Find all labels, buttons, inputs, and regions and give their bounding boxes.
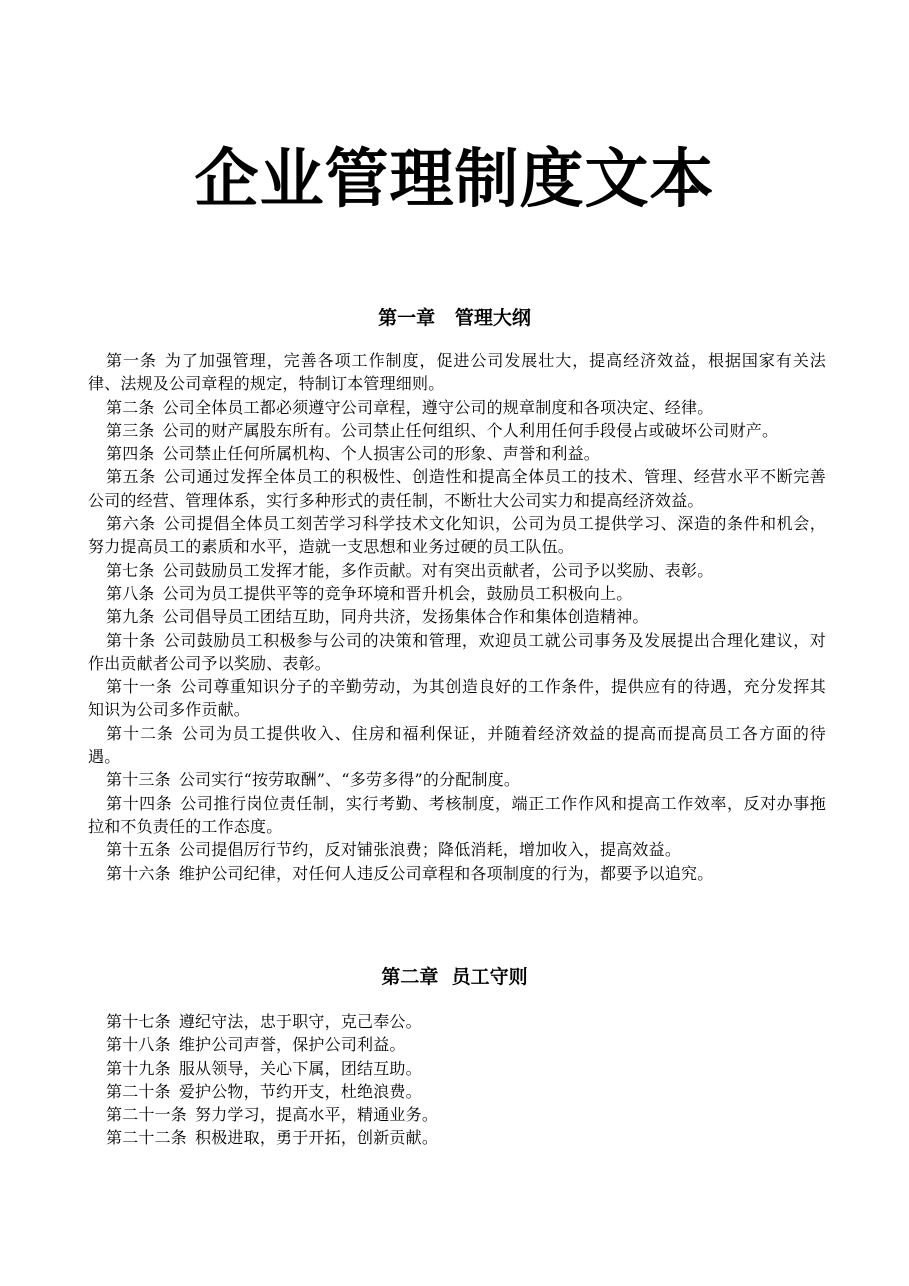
article: [88, 465, 826, 512]
article-text: 积极进取，勇于开拓，创新贡献。: [195, 1128, 439, 1148]
article: [88, 862, 826, 885]
article-text: 公司的财产属股东所有。公司禁止任何组织、个人利用任何手段侵占或破坏公司财产。: [162, 420, 779, 440]
chapter-1-articles: [88, 349, 826, 885]
article: [88, 559, 826, 582]
chapter-heading: 第一章 管理大纲: [378, 307, 531, 329]
article-text: 公司推行岗位责任制，实行考勤、考核制度，端正工作作风和提高工作效率，反对办事拖拉和不负责任的工作态度。: [88, 793, 826, 836]
document-title: 企业管理制度文本: [194, 143, 715, 217]
article: [88, 675, 826, 722]
article-text: 公司实行“按劳取酬”、“多劳多得”的分配制度。: [178, 770, 521, 790]
article: [88, 838, 826, 861]
article-text: 公司全体员工都必须遵守公司章程，遵守公司的规章制度和各项决定、经律。: [162, 397, 714, 417]
article: [88, 349, 826, 396]
article-text: 为了加强管理，完善各项工作制度，促进公司发展壮大，提高经济效益，根据国家有关法律、法规及公司章程的规定，特制订本管理细则。: [88, 351, 826, 394]
article: [88, 419, 826, 442]
article: [88, 605, 826, 628]
article: [88, 442, 826, 465]
article-number: 第二十一条: [106, 1105, 188, 1125]
article-number: 第十七条: [106, 1012, 171, 1031]
article-text: 公司提倡全体员工刻苦学习科学技术文化知识，公司为员工提供学习、深造的条件和机会，努力提高员工的素质和水平，造就一支思想和业务过硬的员工队伍。: [88, 514, 826, 557]
article-number: 第十条: [106, 630, 156, 650]
article-number: 第六条: [106, 514, 156, 534]
article-number: 第十二条: [106, 723, 174, 743]
article: [88, 1103, 826, 1126]
article-number: 第一条: [106, 351, 157, 370]
article-number: 第三条: [106, 420, 155, 440]
article-number: 第十三条: [106, 770, 171, 790]
article-number: 第七条: [106, 560, 155, 580]
article-number: 第二条: [106, 397, 155, 417]
article-text: 努力学习，提高水平，精通业务。: [195, 1105, 439, 1125]
article-text: 公司鼓励员工发挥才能，多作贡献。对有突出贡献者，公司予以奖励、表彰。: [162, 560, 714, 580]
article-text: 维护公司纪律，对任何人违反公司章程和各项制度的行为，都要予以追究。: [178, 863, 714, 883]
chapter-2-articles: [88, 1010, 826, 1150]
article-number: 第十八条: [106, 1035, 171, 1055]
article-text: 维护公司声誉，保护公司利益。: [178, 1035, 406, 1055]
article-text: 公司尊重知识分子的辛勤劳动，为其创造良好的工作条件，提供应有的待遇，充分发挥其知识为公司多作贡献。: [88, 677, 826, 720]
article: [88, 792, 826, 839]
article-number: 第十四条: [106, 793, 173, 813]
article-number: 第十五条: [106, 840, 171, 860]
article-number: 第五条: [106, 467, 156, 487]
article-number: 第九条: [106, 607, 155, 627]
article: [88, 396, 826, 419]
article-text: 公司通过发挥全体员工的积极性、创造性和提高全体员工的技术、管理、经营水平不断完善公司的经营、管理体系，实行多种形式的责任制，不断壮大公司实力和提高经济效益。: [88, 467, 826, 510]
article-number: 第八条: [106, 583, 155, 603]
article: [88, 1010, 826, 1033]
article-text: 服从领导，关心下属，团结互助。: [178, 1058, 422, 1078]
article-text: 遵纪守法，忠于职守，克己奉公。: [178, 1012, 422, 1031]
article-text: 公司禁止任何所属机构、个人损害公司的形象、声誉和利益。: [162, 444, 601, 464]
article-text: 公司倡导员工团结互助，同舟共济，发扬集体合作和集体创造精神。: [162, 607, 649, 627]
article: [88, 582, 826, 605]
article-text: 公司为员工提供平等的竞争环境和晋升机会，鼓励员工积极向上。: [162, 583, 633, 603]
article-text: 公司鼓励员工积极参与公司的决策和管理，欢迎员工就公司事务及发展提出合理化建议，对作出贡献者公司予以奖励、表彰。: [88, 630, 826, 673]
article: [88, 722, 826, 769]
article-number: 第十一条: [106, 677, 173, 697]
article-text: 公司提倡厉行节约，反对铺张浪费；降低消耗，增加收入，提高效益。: [178, 840, 682, 860]
article-number: 第二十二条: [106, 1128, 188, 1148]
article: [88, 1080, 826, 1103]
article-number: 第二十条: [106, 1081, 171, 1101]
article-number: 第十九条: [106, 1058, 171, 1078]
article-text: 公司为员工提供收入、住房和福利保证，并随着经济效益的提高而提高员工各方面的待遇。: [88, 723, 826, 767]
article: [88, 1126, 826, 1149]
article: [88, 629, 826, 676]
article-text: 爱护公物，节约开支，杜绝浪费。: [178, 1081, 422, 1101]
article-number: 第四条: [106, 444, 155, 464]
article-number: 第十六条: [106, 863, 171, 883]
article: [88, 1033, 826, 1056]
article: [88, 768, 826, 791]
article: [88, 512, 826, 559]
chapter-heading: 第二章 员工守则: [381, 966, 528, 988]
article: [88, 1057, 826, 1080]
